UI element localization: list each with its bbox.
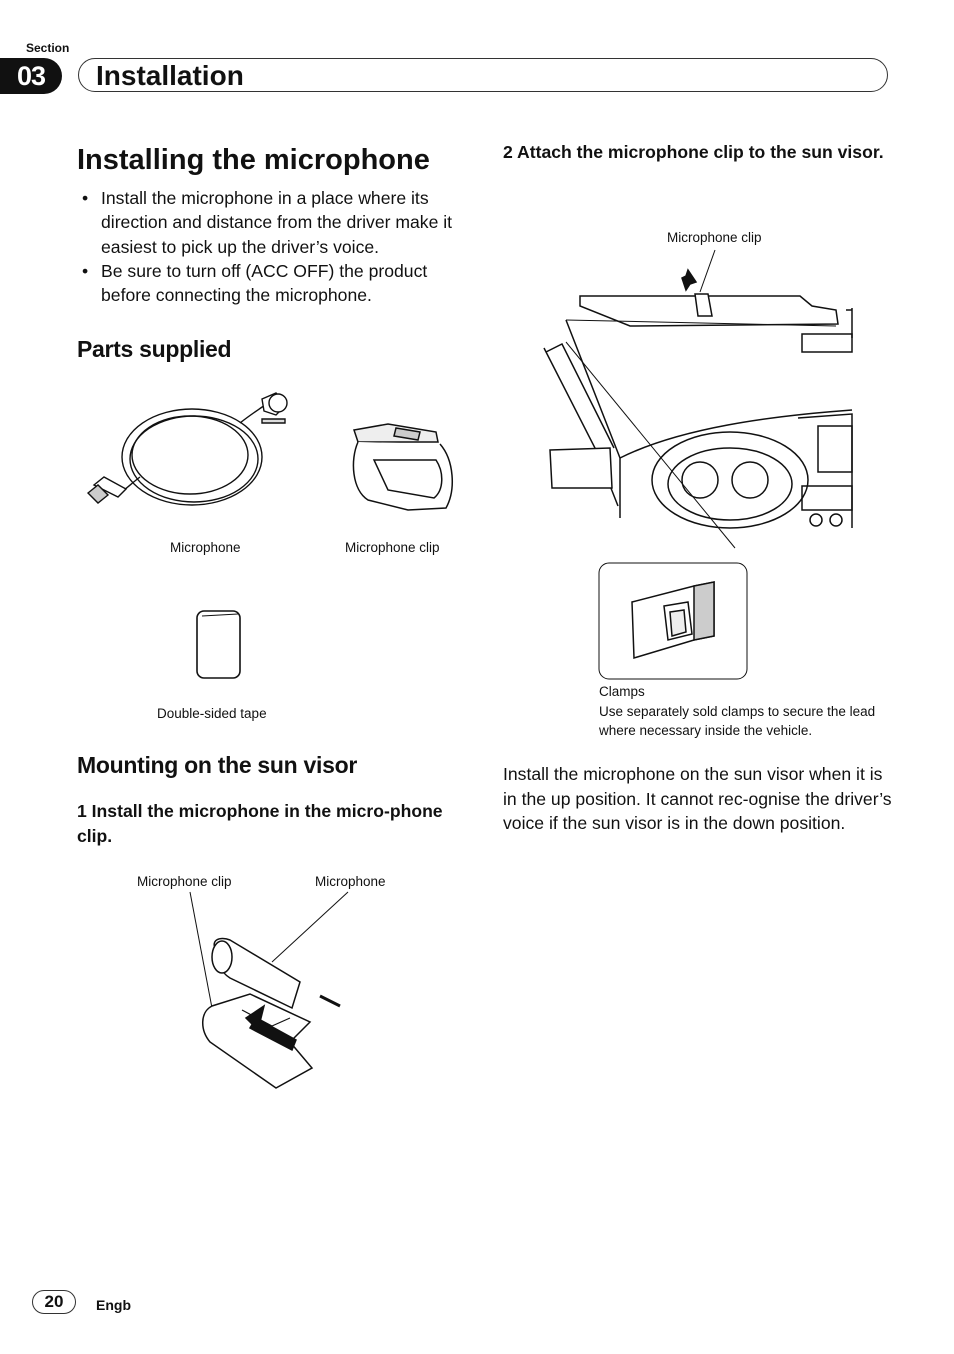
language-label: Engb — [96, 1297, 131, 1313]
sun-visor-note: Install the microphone on the sun visor when it is in the up position. It cannot rec-ognise the driver’s voice if the sun visor is in the down position. — [503, 764, 892, 833]
clamp-callout-illustration — [598, 562, 748, 680]
step-2: 2 Attach the microphone clip to the sun visor. — [503, 142, 884, 162]
bullet-item: • Install the microphone in a place where its direction and distance from the driver make it easiest to pick up the driver’s voice. — [77, 186, 472, 259]
tape-caption: Double-sided tape — [157, 706, 267, 721]
page-number: 20 — [32, 1290, 76, 1314]
section-number-badge: 03 — [0, 58, 62, 94]
section-title: Installation — [96, 60, 244, 91]
parts-heading: Parts supplied — [77, 336, 232, 362]
clamps-title: Clamps — [599, 684, 645, 699]
section-label: Section — [26, 41, 70, 55]
car-interior-illustration — [540, 248, 852, 528]
tape-illustration — [196, 610, 242, 680]
step1-clip-label: Microphone clip — [137, 874, 232, 889]
clamps-text: Use separately sold clamps to secure the lead where necessary inside the vehicle. — [599, 703, 876, 738]
step1-mic-label: Microphone — [315, 874, 386, 889]
page-title: Installing the microphone — [77, 144, 430, 176]
bullet-list — [77, 186, 472, 307]
bullet-item: • Be sure to turn off (ACC OFF) the product before connecting the microphone. — [77, 259, 472, 308]
step-1: 1 Install the microphone in the micro-phone clip. — [77, 801, 443, 846]
step2-clip-label: Microphone clip — [667, 230, 762, 245]
microphone-illustration — [80, 385, 295, 520]
microphone-caption: Microphone — [170, 540, 241, 555]
microphone-clip-caption: Microphone clip — [345, 540, 440, 555]
step1-illustration — [180, 890, 360, 1090]
mounting-heading: Mounting on the sun visor — [77, 752, 357, 778]
clamps-caption — [599, 682, 889, 741]
microphone-clip-illustration — [348, 420, 458, 515]
